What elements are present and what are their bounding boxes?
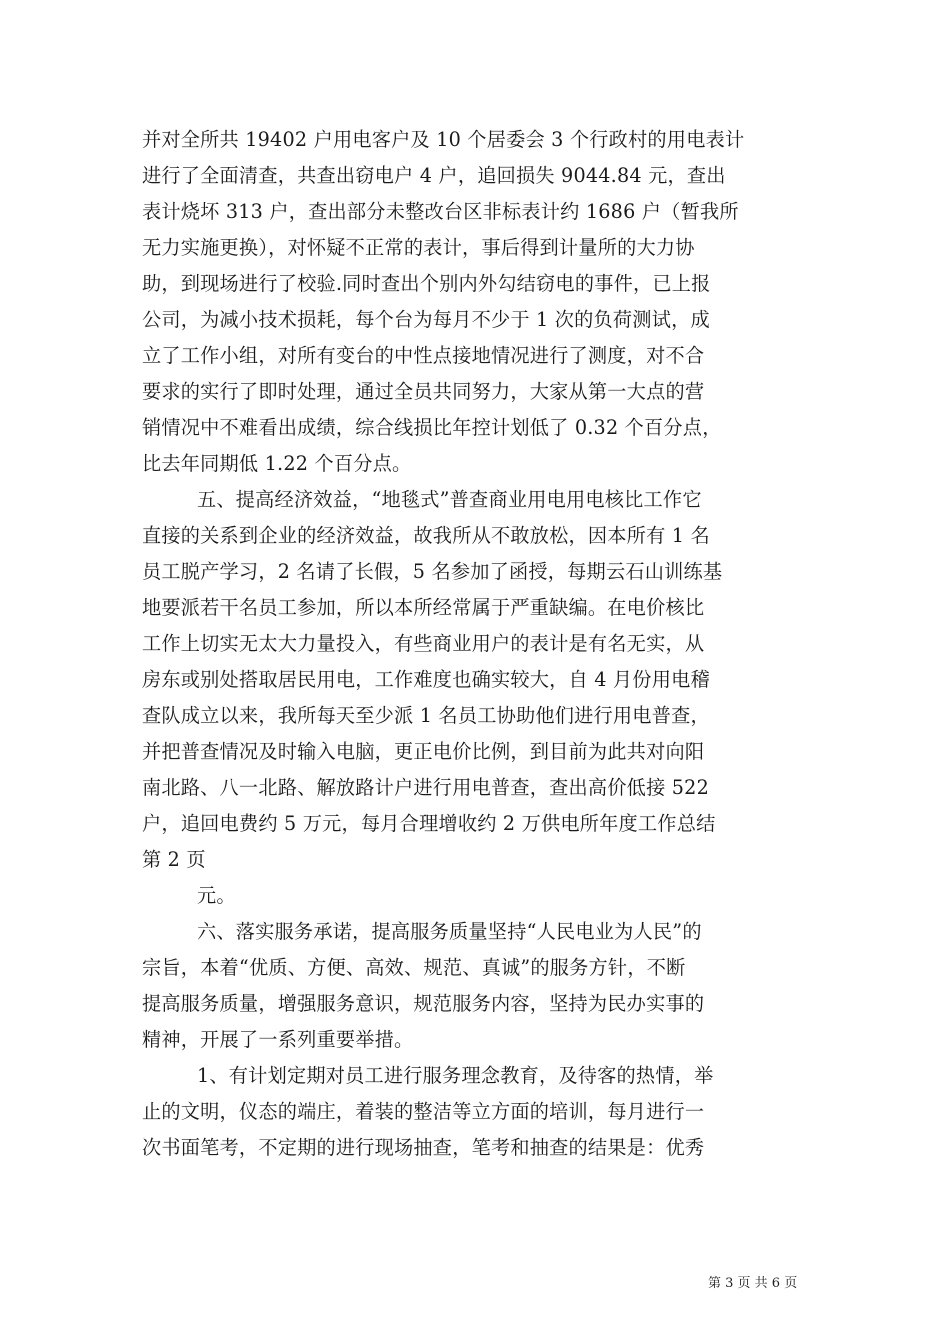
text-line: 要求的实行了即时处理，通过全员共同努力，大家从第一大点的营 (142, 380, 705, 403)
text-line: 止的文明，仪态的端庄，着装的整洁等立方面的培训，每月进行一 (142, 1100, 705, 1123)
text-line: 直接的关系到企业的经济效益，故我所从不敢放松，因本所有 1 名 (142, 524, 710, 547)
paragraph-start-line: 五、提高经济效益，“地毯式”普查商业用电用电核比工作它 (197, 488, 702, 511)
text-line: 立了工作小组，对所有变台的中性点接地情况进行了测度，对不合 (142, 344, 705, 367)
text-line: 次书面笔考，不定期的进行现场抽查，笔考和抽查的结果是：优秀 (142, 1136, 705, 1159)
text-line: 比去年同期低 1.22 个百分点。 (142, 452, 412, 475)
text-line: 提高服务质量，增强服务意识，规范服务内容，坚持为民办实事的 (142, 992, 705, 1015)
text-line: 表计烧坏 313 户，查出部分未整改台区非标表计约 1686 户（暂我所 (142, 200, 739, 223)
text-line: 并把普查情况及时输入电脑，更正电价比例，到目前为此共对向阳 (142, 740, 705, 763)
text-line: 查队成立以来，我所每天至少派 1 名员工协助他们进行用电普查， (142, 704, 710, 727)
text-line: 助，到现场进行了校验.同时查出个别内外勾结窃电的事件，已上报 (142, 272, 711, 295)
text-line: 进行了全面清查，共查出窃电户 4 户，追回损失 9044.84 元，查出 (142, 164, 726, 187)
text-line: 宗旨，本着“优质、方便、高效、规范、真诚”的服务方针，不断 (142, 956, 686, 979)
text-line: 南北路、八一北路、解放路计户进行用电普查，查出高价低接 522 (142, 776, 709, 799)
inline-page-marker: 第 2 页 (142, 848, 206, 871)
page-footer: 第 3 页 共 6 页 (708, 1276, 798, 1291)
text-line: 销情况中不难看出成绩，综合线损比年控计划低了 0.32 个百分点， (142, 416, 722, 439)
body-text (142, 122, 810, 1166)
text-line: 精神，开展了一系列重要举措。 (142, 1028, 414, 1051)
paragraph-start-line: 元。 (197, 884, 236, 907)
text-line: 工作上切实无太大力量投入，有些商业用户的表计是有名无实，从 (142, 632, 705, 655)
text-line: 房东或别处搭取居民用电，工作难度也确实较大，自 4 月份用电稽 (142, 668, 710, 691)
text-line: 并对全所共 19402 户用电客户及 10 个居委会 3 个行政村的用电表计 (142, 128, 745, 151)
text-line: 员工脱产学习，2 名请了长假，5 名参加了函授，每期云石山训练基 (142, 560, 723, 583)
text-line: 地要派若干名员工参加，所以本所经常属于严重缺编。在电价核比 (142, 596, 705, 619)
text-line: 无力实施更换），对怀疑不正常的表计，事后得到计量所的大力协 (142, 236, 695, 259)
paragraph-start-line: 1、有计划定期对员工进行服务理念教育，及待客的热情，举 (197, 1064, 714, 1087)
paragraph-start-line: 六、落实服务承诺，提高服务质量坚持“人民电业为人民”的 (197, 920, 702, 943)
text-line: 户，追回电费约 5 万元，每月合理增收约 2 万供电所年度工作总结 (142, 812, 716, 835)
text-line: 公司，为减小技术损耗，每个台为每月不少于 1 次的负荷测试，成 (142, 308, 710, 331)
